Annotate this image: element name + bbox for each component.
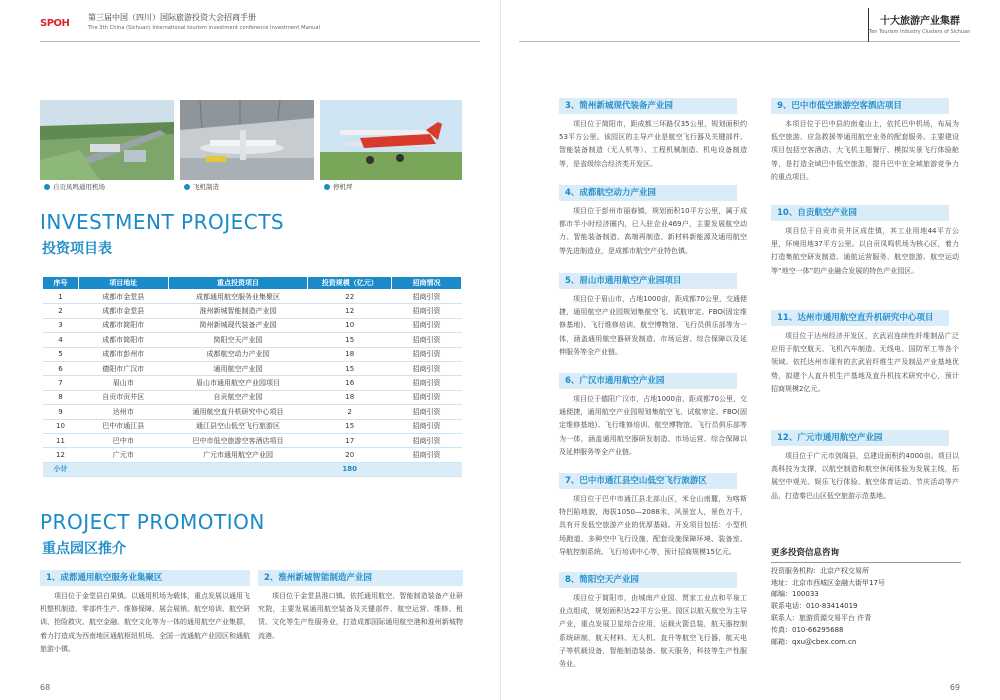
- photo-strip: [40, 100, 462, 192]
- table-row: [43, 419, 462, 433]
- investment-table: [42, 276, 462, 477]
- table-cell: 招商引资: [392, 304, 462, 318]
- table-cell: 成都市简阳市: [78, 333, 168, 347]
- biplane-image: [320, 100, 462, 180]
- page-header: [519, 8, 971, 42]
- project-text: 本项目位于巴中县的南龛山上，依托巴中机场，布局为低空旅游、应急救援等通用航空业务的配套服务。主要建设项目包括空客酒店、大飞机主题餐厅、模拟实景飞行体验舱等，是打造全域巴中低空旅游，提升巴中在全域旅游竞争力的重点项目。: [771, 120, 959, 181]
- table-header: 项目地址: [78, 277, 168, 290]
- table-cell: 简州新城现代装备产业园: [168, 318, 308, 332]
- contact-line: 邮箱：qxu@cbex.com.cn: [771, 637, 857, 646]
- contact-line: 联系电话：010-83414019: [771, 602, 858, 611]
- section-header: [868, 8, 971, 42]
- table-cell: 眉山市: [78, 376, 168, 390]
- table-cell: 自贡市贡井区: [78, 390, 168, 404]
- table-cell: 通用航空产业园: [168, 361, 308, 375]
- project-text: 项目位于简阳市，距成都三环路仅35公里，规划面积约53平方公里。该园区的主导产业是航空飞行器及关键部件、智能装备制造（无人机等）、工程机械制造、机电设备制造等，是省级综合经济类开发区。: [559, 120, 747, 168]
- promotion-item-text: 项目位于金堂县白果镇。以通用机场为载体，重点发展以通用飞机整机制造、零部件生产、维修保障、展会展销、航空培训、航空研训、抢险救灾、航空金融、航空文化等为一体的通用航空产业集群，着力打造成为西南地区通航枢纽机场、全国一流通航产业园区和通航旅游小镇。: [40, 592, 250, 653]
- contact-line: 邮编：100033: [771, 590, 819, 599]
- project-text: 项目位于彭州市丽春镇，规划面积10平方公里，属于成都市半小时经济圈内，已入驻企业469户，主要发展航空动力、智能装备制造、高端再制造、新材料新能源及通用航空等先进制造业，是成都市航空产业特色镇。: [559, 207, 747, 255]
- table-cell: 2: [308, 405, 392, 419]
- photo-apron: [320, 100, 462, 192]
- table-cell: 巴中市通江县: [78, 419, 168, 433]
- table-cell: 招商引资: [392, 318, 462, 332]
- table-cell: 12: [308, 304, 392, 318]
- table-cell: 18: [308, 347, 392, 361]
- project-card: [559, 98, 747, 171]
- table-cell: 6: [43, 361, 79, 375]
- table-row: [43, 304, 462, 318]
- project-text: 项目位于自贡市贡井区成佳镇，其工业用地44平方公里，环境用地37平方公里。以自贡凤鸣机场为核心区，着力打造集航空研发制造、通航运营服务、航空旅游、航空运动等“地空一体”的产业融合发展的特色产业园区。: [771, 227, 959, 275]
- promotion-item-title: 2、淮州新城智能制造产业园: [258, 570, 463, 586]
- project-title: 5、眉山市通用航空产业园项目: [559, 273, 737, 289]
- section-title: 十大旅游产业集群: [880, 16, 960, 27]
- promotion-item-title: 1、成都通用航空服务业集聚区: [40, 570, 250, 586]
- project-card: [559, 373, 747, 459]
- table-row: [43, 361, 462, 375]
- table-cell: 成都航空动力产业园: [168, 347, 308, 361]
- table-row: [43, 405, 462, 419]
- table-header: 序号: [43, 277, 79, 290]
- table-row: [43, 433, 462, 447]
- project-title: 9、巴中市低空旅游空客酒店项目: [771, 98, 949, 114]
- project-title: 11、达州市通用航空直升机研究中心项目: [771, 310, 949, 326]
- table-cell: [78, 462, 307, 476]
- total-label: 小计: [43, 462, 79, 476]
- table-cell: 招商引资: [392, 361, 462, 375]
- project-card: [771, 98, 959, 184]
- project-card: [771, 205, 959, 278]
- table-cell: 招商引资: [392, 333, 462, 347]
- table-cell: 招商引资: [392, 376, 462, 390]
- table-cell: 2: [43, 304, 79, 318]
- hangar-image: [180, 100, 314, 180]
- project-text: 项目位于达州经济开发区，玄武岩连续性纤维制品广泛应用于航空航天、飞机汽车制造、无线电、国防军工等各个领域。依托达州市现有的玄武岩纤维生产及制品产业基地优势，拟建个人直升机生产基地及直升机技术研究中心，预计招商规模2亿元。: [771, 332, 959, 393]
- promotion-item: [40, 570, 250, 656]
- project-card: [771, 430, 959, 503]
- table-cell: 成都市彭州市: [78, 347, 168, 361]
- promotion-title-cn: 重点园区推介: [42, 541, 126, 557]
- table-cell: 简阳空天产业园: [168, 333, 308, 347]
- project-title: 8、简阳空天产业园: [559, 572, 737, 588]
- table-cell: 广元市通用航空产业园: [168, 448, 308, 462]
- table-total-row: [43, 462, 462, 476]
- page-header: [40, 8, 480, 42]
- project-title: 4、成都航空动力产业园: [559, 185, 737, 201]
- table-cell: 15: [308, 361, 392, 375]
- project-card: [559, 273, 747, 359]
- contact-line: 传真：010-66295688: [771, 625, 844, 634]
- table-cell: 10: [43, 419, 79, 433]
- table-cell: 15: [308, 419, 392, 433]
- section-subtitle: Ten Tourism Industry Clusters of Sichuan: [869, 29, 971, 35]
- promotion-item-text: 项目位于金堂县淮口镇。依托通用航空、智能制造装备产业研究院，主要发展通用航空装备及关键部件、航空运营、维修、租赁、文化等生产性服务业，打造成都国际通用航空港和淮州新城物流港。: [258, 592, 463, 640]
- project-title: 10、自贡航空产业园: [771, 205, 949, 221]
- project-card: [771, 310, 959, 396]
- table-cell: 7: [43, 376, 79, 390]
- project-title: 3、简州新城现代装备产业园: [559, 98, 737, 114]
- airport-image: [40, 100, 174, 180]
- table-row: [43, 448, 462, 462]
- table-row: [43, 333, 462, 347]
- table-cell: 招商引资: [392, 347, 462, 361]
- table-header: 投资规模（亿元）: [308, 277, 392, 290]
- project-text: 项目位于眉山市，占地1000亩，距成都70公里，交通便捷，通用航空产业园规划集航空飞、试航审定、FBO(固定维修基地)、飞行维修培训、航空博物馆、飞行员俱乐部等为一体，涵盖通用航空器研发制造、市场运营、综合保障以及延伸服务等全产业链。: [559, 295, 747, 356]
- total-value: 180: [308, 462, 392, 476]
- table-cell: 招商引资: [392, 390, 462, 404]
- table-cell: 8: [43, 390, 79, 404]
- page-number: 69: [949, 683, 960, 692]
- table-cell: 成都市金堂县: [78, 304, 168, 318]
- table-cell: 招商引资: [392, 433, 462, 447]
- promotion-item: [258, 570, 463, 643]
- conference-logo: SPOH: [40, 18, 70, 29]
- table-row: [43, 318, 462, 332]
- photo-caption: 停机坪: [324, 182, 353, 191]
- table-cell: 18: [308, 390, 392, 404]
- table-header: 招商情况: [392, 277, 462, 290]
- table-row: [43, 376, 462, 390]
- table-cell: 德阳市广汉市: [78, 361, 168, 375]
- table-cell: 招商引资: [392, 419, 462, 433]
- table-cell: 成都通用航空服务业集聚区: [168, 290, 308, 304]
- contact-title: 更多投资信息咨询: [771, 548, 961, 563]
- project-card: [559, 572, 747, 671]
- table-cell: 达州市: [78, 405, 168, 419]
- project-title: 12、广元市通用航空产业园: [771, 430, 949, 446]
- table-cell: [392, 462, 462, 476]
- table-cell: 15: [308, 333, 392, 347]
- table-cell: 广元市: [78, 448, 168, 462]
- table-body: [43, 290, 462, 477]
- table-row: [43, 290, 462, 304]
- investment-title-cn: 投资项目表: [42, 241, 112, 257]
- project-text: 项目位于巴中市通江县北部山区，米仓山南麓，为喀斯特凹陷地貌，海拔1050—2088米，风景宜人，景色万千，具有开发低空旅游产业的优厚基础。开发项目包括：小型机场跑道、多种空中飞行设施、配套设施保障环境、装备室、导航控制系统、飞行培训中心等，预计招商规模15亿元。: [559, 495, 747, 556]
- table-cell: 11: [43, 433, 79, 447]
- table-cell: 眉山市通用航空产业园项目: [168, 376, 308, 390]
- project-title: 7、巴中市通江县空山低空飞行旅游区: [559, 473, 737, 489]
- header-subtitle: The 3th China (Sichuan) International tourism investment conference Investment Manual: [88, 25, 320, 31]
- bullet-icon: [184, 184, 190, 190]
- table-cell: 4: [43, 333, 79, 347]
- table-cell: 5: [43, 347, 79, 361]
- table-cell: 招商引资: [392, 290, 462, 304]
- table-cell: 17: [308, 433, 392, 447]
- table-cell: 通江县空山低空飞行旅游区: [168, 419, 308, 433]
- header-title: 第三届中国（四川）国际旅游投资大会招商手册: [88, 13, 256, 22]
- investment-title-en: INVESTMENT PROJECTS: [40, 210, 285, 234]
- photo-aircraft-manufacturing: [180, 100, 314, 192]
- table-cell: 巴中市: [78, 433, 168, 447]
- table-cell: 20: [308, 448, 392, 462]
- project-text: 项目位于广元市剑阁县，总建设面积约4000亩。项目以高科技为支撑，以航空制造和航空休闲体验为发展主线，拓展空中观光、娱乐飞行体验、航空体育运动、节庆活动等产品，打造秦巴山区低空旅游示范基地。: [771, 452, 959, 500]
- table-cell: 1: [43, 290, 79, 304]
- table-row: [43, 347, 462, 361]
- contact-line: 联系人：旅游资源交易平台 许青: [771, 613, 872, 622]
- table-row: [43, 390, 462, 404]
- table-cell: 成都市金堂县: [78, 290, 168, 304]
- promotion-title-en: PROJECT PROMOTION: [40, 510, 265, 534]
- project-text: 项目位于德阳广汉市，占地1000亩，距成都70公里，交通便捷，通用航空产业园规划集航空飞、试航审定、FBO(固定维修基地)、飞行维修培训、航空博物馆、飞行员俱乐部等为一体，涵盖通用航空器研发制造、市场运营、综合保障以及延伸服务等全产业链。: [559, 395, 747, 456]
- photo-airport: [40, 100, 174, 192]
- table-cell: 通用航空直升机研究中心项目: [168, 405, 308, 419]
- page-number: 68: [40, 683, 51, 692]
- table-cell: 22: [308, 290, 392, 304]
- table-cell: 自贡航空产业园: [168, 390, 308, 404]
- contact-line: 投资服务机构：北京产权交易所: [771, 566, 869, 575]
- table-cell: 9: [43, 405, 79, 419]
- table-cell: 招商引资: [392, 405, 462, 419]
- project-title: 6、广汉市通用航空产业园: [559, 373, 737, 389]
- table-cell: 10: [308, 318, 392, 332]
- table-cell: 巴中市低空旅游空客酒店项目: [168, 433, 308, 447]
- project-card: [559, 185, 747, 258]
- contact-info: [771, 548, 961, 648]
- right-page: [500, 0, 1000, 700]
- table-header: 重点投资项目: [168, 277, 308, 290]
- table-cell: 16: [308, 376, 392, 390]
- photo-caption: 自贡凤鸣通用机场: [44, 182, 105, 191]
- bullet-icon: [44, 184, 50, 190]
- table-header-row: [43, 277, 462, 290]
- table-cell: 12: [43, 448, 79, 462]
- project-card: [559, 473, 747, 559]
- photo-caption: 飞机制造: [184, 182, 219, 191]
- project-text: 项目位于简阳市，由城南产业园、贾家工业点和平泉工业点组成，规划面积达22平方公里。园区以航天航空为主导产业，重点发展卫星综合应用，运载火箭总装，航天器控制系统研制，航天材料、无人机、直升等航空飞行器，航天电子等机载设备，智能制造装备、航天服务，科技等生产性服务业。: [559, 594, 747, 669]
- table-cell: 3: [43, 318, 79, 332]
- table-cell: 成都市简阳市: [78, 318, 168, 332]
- table-cell: 淮州新城智能制造产业园: [168, 304, 308, 318]
- bullet-icon: [324, 184, 330, 190]
- contact-line: 地址：北京市西城区金融大街甲17号: [771, 578, 885, 587]
- table-cell: 招商引资: [392, 448, 462, 462]
